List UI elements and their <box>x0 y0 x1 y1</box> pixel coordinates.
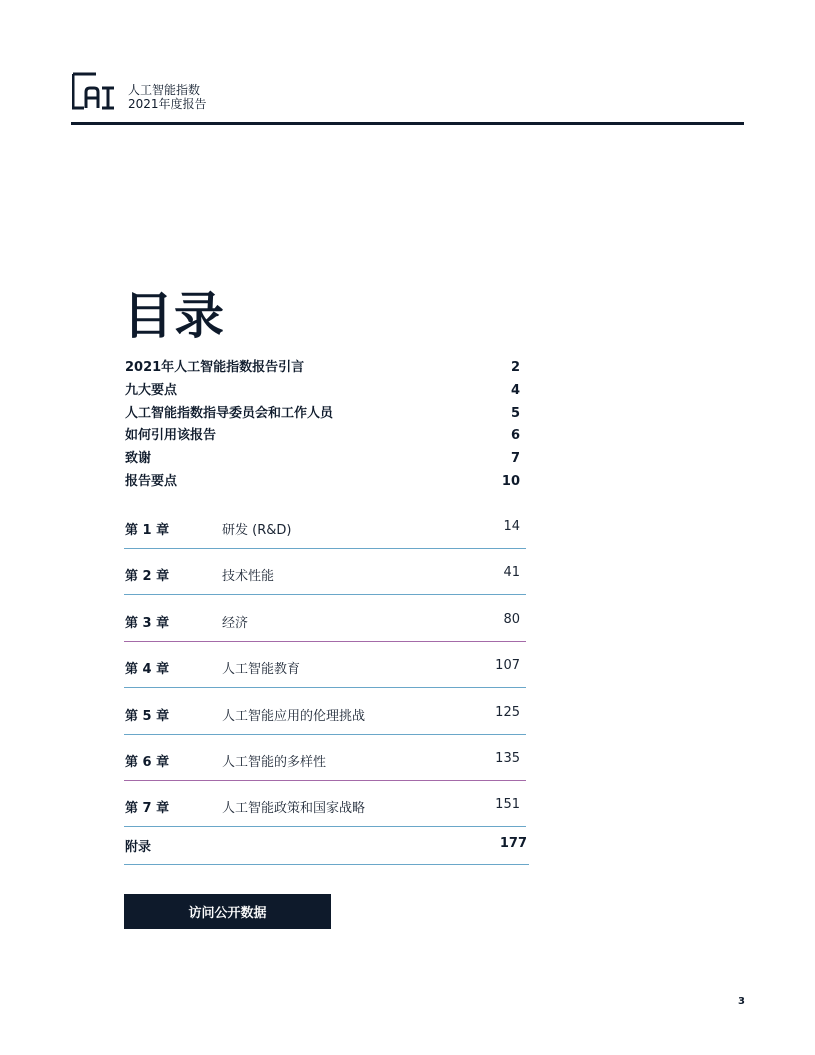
intro-list <box>125 359 520 496</box>
chapter-row[interactable] <box>124 736 526 781</box>
chapter-page: 125 <box>495 704 520 720</box>
intro-item-label: 报告要点 <box>125 473 178 489</box>
header-line2: 2021年度报告 <box>128 97 207 111</box>
intro-item[interactable] <box>125 473 520 496</box>
chapter-title: 人工智能的多样性 <box>222 754 327 770</box>
intro-item-page: 4 <box>510 382 520 398</box>
chapter-title: 经济 <box>222 615 249 631</box>
report-logo <box>72 72 116 110</box>
intro-item[interactable] <box>125 427 520 450</box>
chapter-number: 第 6 章 <box>125 754 170 770</box>
chapter-title: 技术性能 <box>222 569 275 585</box>
chapter-page: 14 <box>503 519 520 534</box>
header-line1: 人工智能指数 <box>128 83 201 97</box>
chapter-row[interactable] <box>124 597 526 642</box>
intro-item-page: 5 <box>510 405 520 421</box>
chapter-page: 80 <box>503 611 520 627</box>
chapter-number: 第 7 章 <box>125 801 170 817</box>
intro-item-page: 7 <box>510 451 520 467</box>
appendix-label: 附录 <box>125 840 152 855</box>
appendix-page: 177 <box>499 836 527 851</box>
chapter-row[interactable] <box>124 550 526 595</box>
intro-item-page: 6 <box>510 428 520 444</box>
chapter-page: 41 <box>503 565 520 581</box>
intro-item-page: 2 <box>510 360 520 375</box>
intro-item[interactable] <box>125 382 520 405</box>
chapter-page: 107 <box>495 658 520 674</box>
chapter-page: 151 <box>495 797 520 813</box>
intro-item-label: 致谢 <box>125 451 152 467</box>
chapter-page: 135 <box>495 750 520 766</box>
appendix-row[interactable] <box>124 820 529 865</box>
chapter-title: 研发 (R&D) <box>222 523 292 538</box>
toc-title: 目录 <box>123 287 225 345</box>
intro-item-label: 2021年人工智能指数报告引言 <box>125 360 305 375</box>
intro-item-label: 如何引用该报告 <box>125 428 217 444</box>
chapter-number: 第 4 章 <box>125 662 170 678</box>
chapter-list <box>124 504 526 827</box>
chapter-row[interactable] <box>124 643 526 688</box>
intro-item[interactable] <box>125 405 520 428</box>
intro-item-page: 10 <box>501 473 520 489</box>
chapter-title: 人工智能应用的伦理挑战 <box>222 708 366 724</box>
chapter-title: 人工智能政策和国家战略 <box>222 801 366 817</box>
intro-item-label: 人工智能指数指导委员会和工作人员 <box>125 405 334 421</box>
intro-item[interactable] <box>125 450 520 473</box>
chapter-number: 第 1 章 <box>125 523 170 538</box>
chapter-number: 第 3 章 <box>125 615 170 631</box>
intro-item[interactable] <box>125 359 520 382</box>
chapter-row[interactable] <box>124 504 526 549</box>
header-divider <box>71 122 744 125</box>
page-number: 3 <box>738 996 745 1007</box>
intro-item-label: 九大要点 <box>125 382 178 398</box>
report-header-text <box>128 83 207 111</box>
access-public-data-button[interactable]: 访问公开数据 <box>124 894 331 929</box>
chapter-row[interactable] <box>124 690 526 735</box>
ai-index-logo-icon <box>72 72 116 110</box>
chapter-number: 第 5 章 <box>125 708 170 724</box>
chapter-title: 人工智能教育 <box>222 662 301 678</box>
chapter-number: 第 2 章 <box>125 569 170 585</box>
